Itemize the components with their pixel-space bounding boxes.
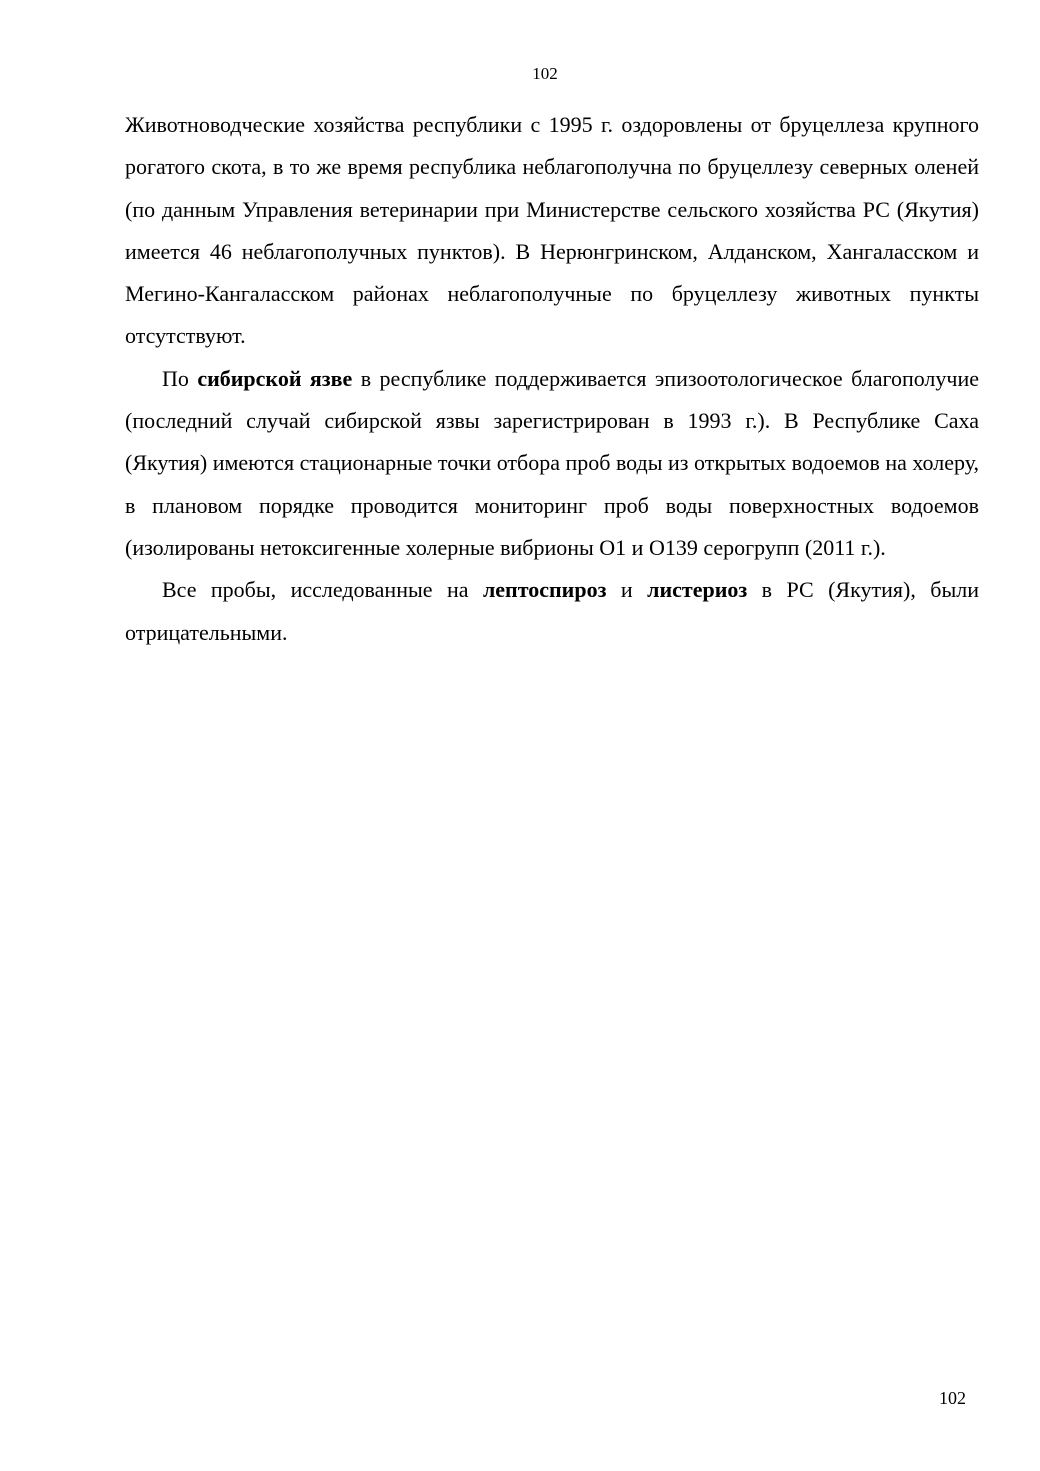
paragraph-anthrax	[125, 358, 979, 569]
paragraph-leptospirosis-lead: Все пробы, исследованные на	[162, 577, 483, 603]
paragraph-leptospirosis-tail: в РС (Якутия), были отрицательными.	[125, 577, 979, 645]
paragraph-brucellosis-text: Животноводческие хозяйства республики с 1995 г. оздоровлены от бруцеллеза крупного рогатого скота, в то же время республика неблагополучна по бруцеллезу северных оленей (по данным Управления ветеринарии при Министерстве сельского хозяйства РС (Якутия) имеется 46 неблагополучных пунктов). В Нерюнгринском, Алданском, Хангаласском и Мегино-Кангаласском районах неблагополучные по бруцеллезу животных пункты отсутствуют.	[125, 112, 979, 349]
page-number-header	[0, 64, 1040, 84]
paragraph-leptospirosis	[125, 569, 979, 654]
paragraph-brucellosis	[125, 104, 979, 358]
page-number-footer: 102	[939, 1388, 966, 1408]
page-number-header-text: 102	[532, 64, 558, 83]
paragraph-anthrax-text: в республике поддерживается эпизоотологическое благополучие (последний случай сибирской язвы зарегистрирован в 1993 г.). В Республике Саха (Якутия) имеются стационарные точки отбора проб воды из открытых водоемов на холеру, в плановом порядке проводится мониторинг проб воды поверхностных водоемов (изолированы нетоксигенные холерные вибрионы О1 и О139 серогрупп (2011 г.).	[125, 365, 980, 560]
paragraph-anthrax-lead: По	[162, 365, 198, 391]
paragraph-leptospirosis-and: и	[606, 577, 648, 603]
term-anthrax: сибирской язве	[197, 365, 353, 391]
term-listeriosis: листериоз	[647, 577, 748, 603]
document-body	[125, 104, 979, 654]
term-leptospirosis: лептоспироз	[482, 577, 607, 603]
